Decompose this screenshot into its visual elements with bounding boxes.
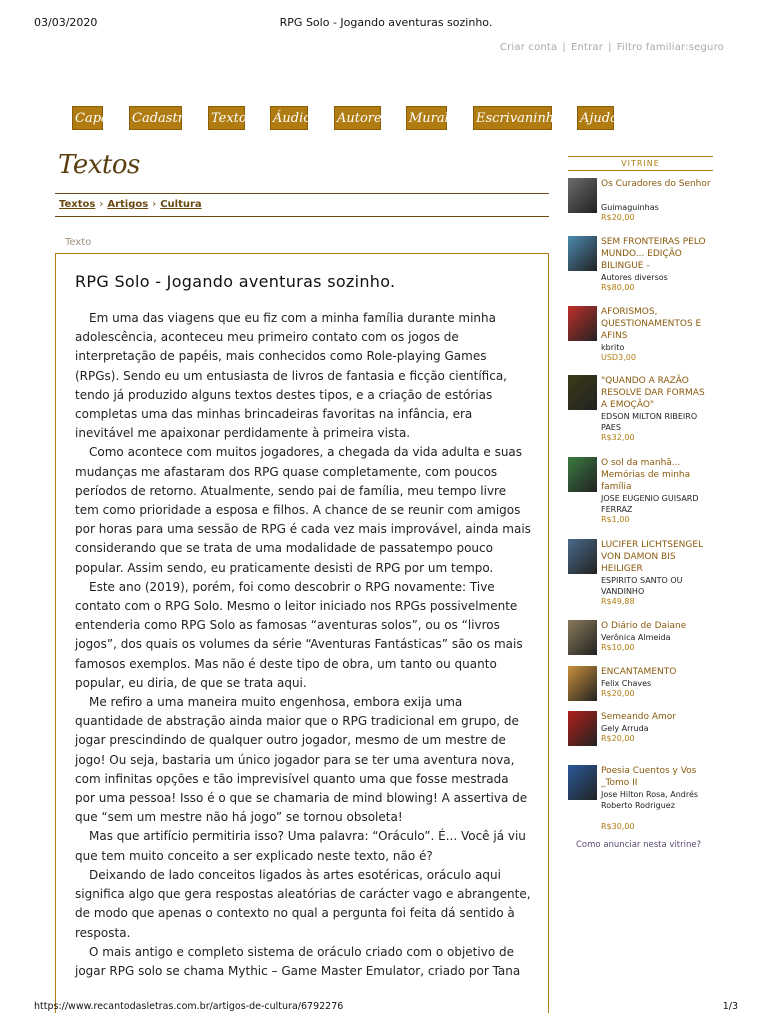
vitrine-advertise-link[interactable]: Como anunciar nesta vitrine? <box>576 840 702 850</box>
print-page-number: 1/3 <box>722 1001 738 1012</box>
vitrine-item-author: kbrito <box>601 343 625 352</box>
nav-textos[interactable]: Textos <box>208 106 245 130</box>
vitrine-item-author: Autores diversos <box>601 273 668 282</box>
nav-escrivaninha[interactable]: Escrivaninha <box>473 106 552 130</box>
vitrine-item-price: R$80,00 <box>601 283 635 292</box>
vitrine-item-author: JOSE EUGENIO GUISARD FERRAZ <box>601 494 699 514</box>
vitrine-item-price: R$30,00 <box>601 822 635 831</box>
vitrine-item-title[interactable]: ENCANTAMENTO <box>601 667 677 677</box>
breadcrumb-separator: › <box>152 199 157 210</box>
vitrine-item-price: USD3,00 <box>601 353 636 362</box>
vitrine-item-title[interactable]: Poesia Cuentos y Vos _Tomo II <box>601 766 697 788</box>
breadcrumb-cultura[interactable]: Cultura <box>160 199 202 210</box>
vitrine-item-title[interactable]: SEM FRONTEIRAS PELO MUNDO... EDIÇÃO BILINGUE - <box>601 237 706 271</box>
separator: | <box>608 42 612 53</box>
book-cover-thumbnail[interactable] <box>568 178 597 213</box>
article-paragraph: Me refiro a uma maneira muito engenhosa, embora exija uma quantidade de abstração ainda maior que o RPG tradicional em grupo, de jogar prescindindo de qualquer outro jogador, mesmo de um mestre de jogo! Ou seja, bastaria um único jogador para se ter uma aventura nova, com infinitas opções e tão imprevisível quanto uma que fosse mestrada por uma pessoa! Isso é o que se chamaria de mind blowing! A assertiva de que “sem um mestre não há jogo” se tornou obsoleta! <box>75 695 528 825</box>
article-paragraph: Como acontece com muitos jogadores, a chegada da vida adulta e suas mudanças me afastaram dos RPG quase completamente, com poucos períodos de retorno. Atualmente, sendo pai de família, meu tempo livre tem como prioridade a esposa e filhos. A chance de se reunir com amigos por horas para uma sessão de RPG é cada vez mais improvável, ainda mais considerando que se trata de uma modalidade de passatempo pouco popular. Assim sendo, eu praticamente desisti de RPG por um tempo. <box>75 445 531 575</box>
vitrine-item-title[interactable]: Semeando Amor <box>601 712 676 722</box>
book-cover-thumbnail[interactable] <box>568 539 597 574</box>
book-cover-thumbnail[interactable] <box>568 236 597 271</box>
article-paragraph: Em uma das viagens que eu fiz com a minha família durante minha adolescência, aconteceu meu primeiro contato com os jogos de interpretação de papéis, mais conhecidos como Role-playing Games (RPGs). Sendo eu um entusiasta de livros de fantasia e ficção científica, tendo já produzido alguns textos destes tipos, e a criação de estórias completas uma das minhas brincadeiras favoritas na infância, era inevitável me apaixonar perdidamente à primeira vista. <box>75 311 507 441</box>
vitrine-item-author: Gely Arruda <box>601 724 649 733</box>
nav-audio[interactable]: Áudio <box>270 106 308 130</box>
vitrine-item-author: ESPIRITO SANTO OU VANDINHO <box>601 576 683 596</box>
create-account-link[interactable]: Criar conta <box>499 42 558 53</box>
vitrine-item-title[interactable]: O Diário de Daiane <box>601 621 687 631</box>
vitrine-item-author: Verônica Almeida <box>601 633 671 642</box>
breadcrumb <box>55 193 549 217</box>
book-cover-thumbnail[interactable] <box>568 765 597 800</box>
vitrine-item-author: Guimaguinhas <box>601 203 659 212</box>
vitrine-item-author: Jose Hilton Rosa, Andrés Roberto Rodriguez <box>601 790 699 810</box>
vitrine-item-author: EDSON MILTON RIBEIRO PAES <box>601 412 698 432</box>
book-cover-thumbnail[interactable] <box>568 711 597 746</box>
main-nav <box>72 106 618 130</box>
vitrine-item-title[interactable]: LUCIFER LICHTSENGEL VON DAMON BIS HEILIGER <box>601 540 704 574</box>
user-bar <box>500 42 724 53</box>
texto-label: Texto <box>65 237 92 248</box>
vitrine-sidebar <box>568 156 713 171</box>
article-title: RPG Solo - Jogando aventuras sozinho. <box>75 272 396 291</box>
vitrine-heading: VITRINE <box>568 156 713 171</box>
vitrine-item-title[interactable]: O sol da manhã... Memórias de minha família <box>601 458 691 492</box>
nav-cadastro[interactable]: Cadastro <box>129 106 182 130</box>
article-paragraph: Deixando de lado conceitos ligados às artes esotéricas, oráculo aqui significa algo que gera respostas aleatórias de carácter vago e abrangente, de modo que apenas o contexto no qual a pergunta foi feita dá sentido à resposta. <box>75 867 531 940</box>
family-filter-link[interactable]: Filtro familiar:seguro <box>616 42 724 53</box>
vitrine-item-price: R$20,00 <box>601 734 635 743</box>
vitrine-item-author: Felix Chaves <box>601 679 652 688</box>
print-title: RPG Solo - Jogando aventuras sozinho. <box>279 16 493 29</box>
separator: | <box>562 42 566 53</box>
vitrine-item-price: R$10,00 <box>601 643 635 652</box>
nav-autores[interactable]: Autores <box>334 106 381 130</box>
book-cover-thumbnail[interactable] <box>568 375 597 410</box>
book-cover-thumbnail[interactable] <box>568 457 597 492</box>
article-box <box>55 253 549 1013</box>
nav-ajuda[interactable]: Ajuda <box>577 106 614 130</box>
article-paragraph: O mais antigo e completo sistema de oráculo criado com o objetivo de jogar RPG solo se chama Mythic – Game Master Emulator, criado por Tana <box>75 944 521 978</box>
section-title: Textos <box>58 150 140 180</box>
vitrine-item-price: R$20,00 <box>601 689 635 698</box>
article-paragraph: Mas que artifício permitiria isso? Uma palavra: “Oráculo”. É... Você já viu que tem muito conceito a ser explicado neste texto, não é? <box>75 829 526 863</box>
print-header <box>34 16 738 30</box>
vitrine-item-price: R$1,00 <box>601 515 630 524</box>
vitrine-item-title[interactable]: Os Curadores do Senhor <box>601 179 711 189</box>
article-body <box>75 309 532 981</box>
vitrine-item-title[interactable]: AFORISMOS, QUESTIONAMENTOS E AFINS <box>601 307 702 341</box>
nav-mural[interactable]: Mural <box>406 106 447 130</box>
print-date: 03/03/2020 <box>34 16 98 29</box>
login-link[interactable]: Entrar <box>570 42 604 53</box>
breadcrumb-textos[interactable]: Textos <box>59 199 96 210</box>
vitrine-item-price: R$49,88 <box>601 597 635 606</box>
nav-capa[interactable]: Capa <box>72 106 103 130</box>
vitrine-item-price: R$20,00 <box>601 213 635 222</box>
print-url: https://www.recantodasletras.com.br/artigos-de-cultura/6792276 <box>34 1001 344 1012</box>
breadcrumb-artigos[interactable]: Artigos <box>107 199 149 210</box>
vitrine-item-title[interactable]: "QUANDO A RAZÃO RESOLVE DAR FORMAS A EMOÇÃO" <box>601 376 705 410</box>
article-paragraph: Este ano (2019), porém, foi como descobrir o RPG novamente: Tive contato com o RPG Solo. Mesmo o leitor iniciado nos RPGs possivelmente entenderia como RPG Solo as famosas “aventuras solos”, ou os “livros jogos”, dos quais os volumes da série “Aventuras Fantásticas” são os mais famosos exemplos. Mas não é deste tipo de obra, um tanto ou quanto popular, eu diria, de que se trata aqui. <box>75 579 523 690</box>
book-cover-thumbnail[interactable] <box>568 306 597 341</box>
book-cover-thumbnail[interactable] <box>568 666 597 701</box>
vitrine-item-price: R$32,00 <box>601 433 635 442</box>
breadcrumb-separator: › <box>99 199 104 210</box>
book-cover-thumbnail[interactable] <box>568 620 597 655</box>
